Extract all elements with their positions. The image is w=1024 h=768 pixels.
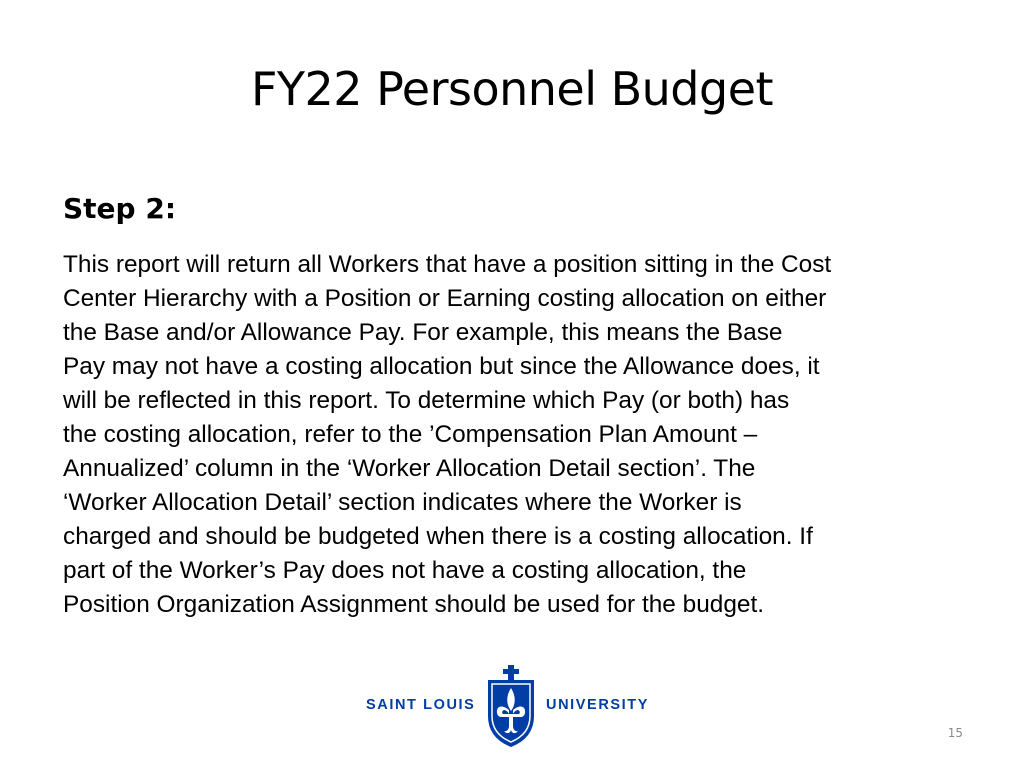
slide-title: FY22 Personnel Budget bbox=[250, 62, 774, 116]
logo-wordmark-right: UNIVERSITY bbox=[546, 697, 650, 713]
body-line: Pay may not have a costing allocation but since the Allowance does, it bbox=[63, 353, 820, 380]
logo-wordmark-left: SAINT LOUIS bbox=[366, 697, 476, 713]
body-line: This report will return all Workers that have a position sitting in the Cost bbox=[63, 251, 832, 278]
fleur-de-lis-shield-icon bbox=[485, 664, 537, 748]
body-line: Center Hierarchy with a Position or Earning costing allocation on either bbox=[63, 285, 827, 312]
body-line: will be reflected in this report. To determine which Pay (or both) has bbox=[63, 387, 790, 414]
body-line: part of the Worker’s Pay does not have a costing allocation, the bbox=[63, 557, 747, 584]
body-line: Annualized’ column in the ‘Worker Allocation Detail section’. The bbox=[63, 455, 756, 482]
body-line: Position Organization Assignment should be used for the budget. bbox=[63, 591, 765, 618]
body-line: the Base and/or Allowance Pay. For example, this means the Base bbox=[63, 319, 783, 346]
body-line: the costing allocation, refer to the ’Compensation Plan Amount – bbox=[63, 421, 758, 448]
body-paragraph bbox=[63, 248, 968, 622]
university-logo bbox=[364, 664, 664, 748]
body-line: charged and should be budgeted when there is a costing allocation. If bbox=[63, 523, 813, 550]
step-heading: Step 2: bbox=[63, 192, 177, 225]
body-line: ‘Worker Allocation Detail’ section indicates where the Worker is bbox=[63, 489, 742, 516]
page-number: 15 bbox=[947, 726, 963, 740]
